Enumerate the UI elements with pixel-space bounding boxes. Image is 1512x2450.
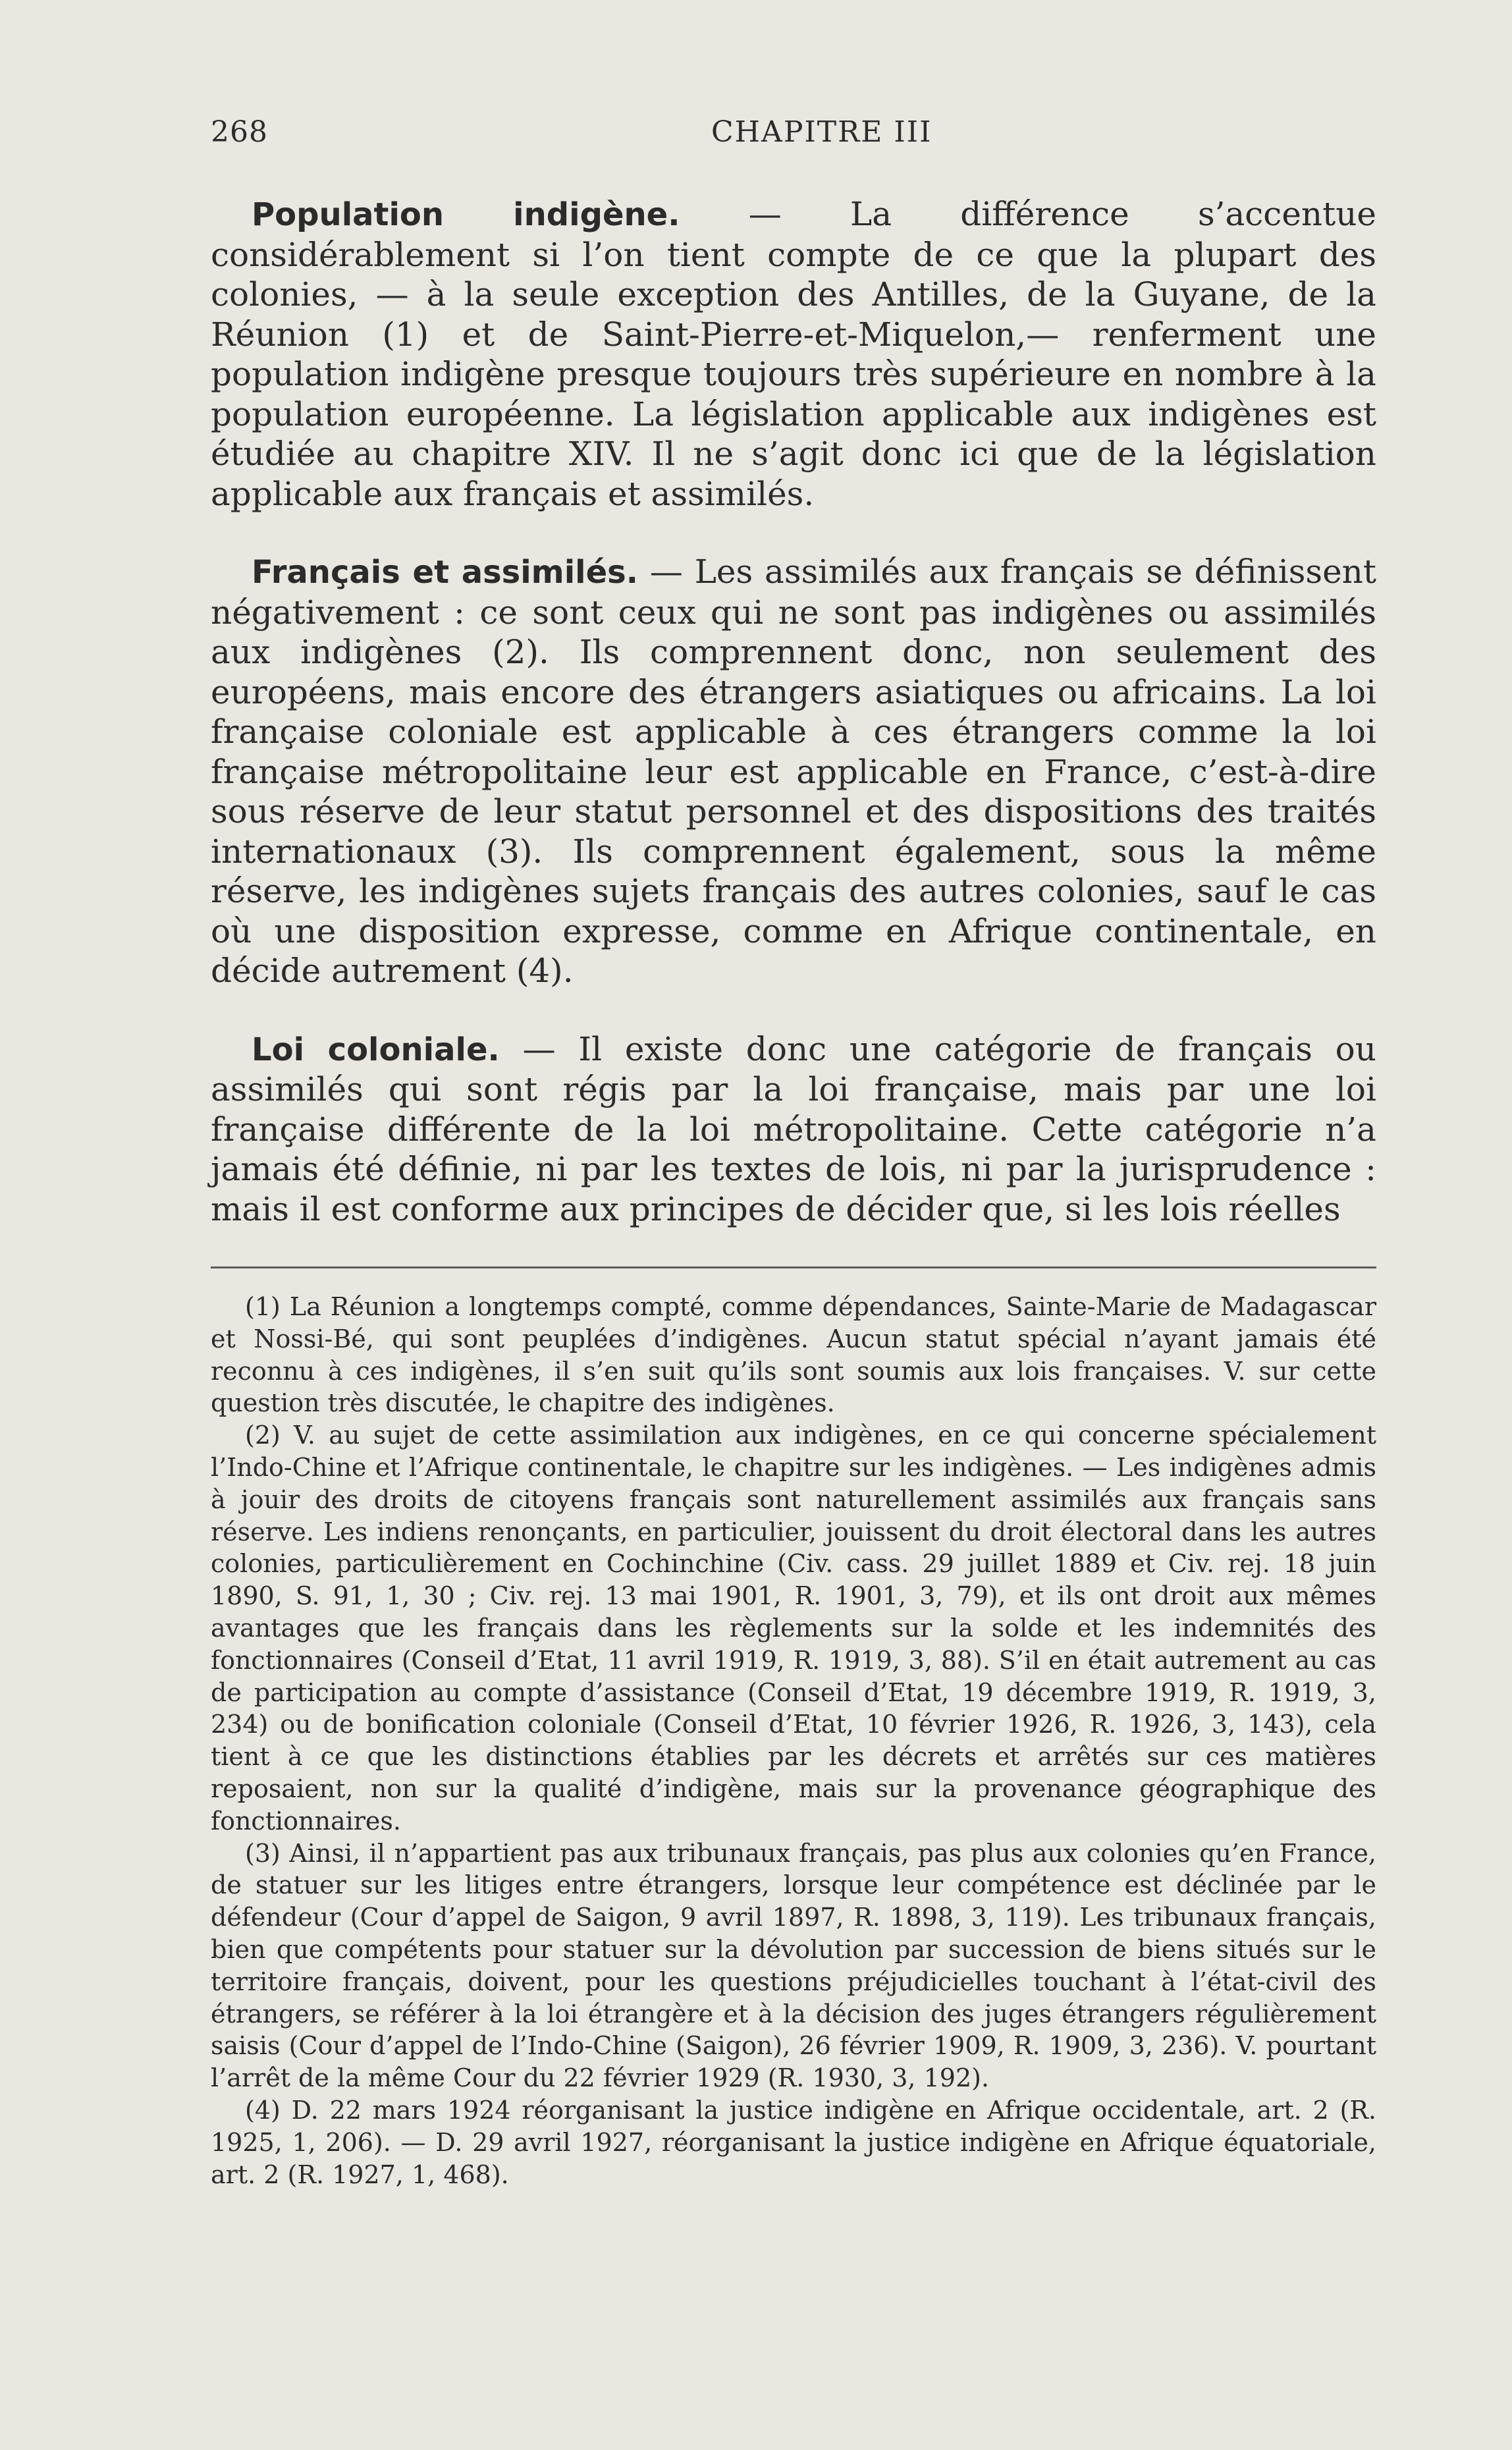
section-text: — La différence s’accentue considérablement si l’on tient compte de ce que la plupart des colonies, — à la seule exception des Antilles, de la Guyane, de la Réunion (1) et de Saint-Pierre-et-Miquelon,— renferment une population indigène presque toujours très supérieure en nombre à la population européenne. La législation applicable aux indigènes est étudiée au chapitre XIV. Il ne s’agit donc ici que de la législation applicable aux français et assimilés.	[211, 195, 1376, 513]
section-text: — Il existe donc une catégorie de français ou assimilés qui sont régis par la loi française, mais par une loi française différente de la loi métropolitaine. Cette catégorie n’a jamais été définie, ni par les textes de lois, ni par la jurisprudence : mais il est conforme aux principes de décider que, si les lois réelles	[211, 1029, 1376, 1228]
section-heading: Loi coloniale.	[252, 1031, 500, 1068]
footnote-2: (2) V. au sujet de cette assimilation aux indigènes, en ce qui concerne spécialement l’Indo-Chine et l’Afrique continentale, le chapitre sur les indigènes. — Les indigènes admis à jouir des droits de citoyens français sont naturellement assimilés aux français sans réserve. Les indiens renonçants, en particulier, jouissent du droit électoral dans les autres colonies, particulièrement en Cochinchine (Civ. cass. 29 juillet 1889 et Civ. rej. 18 juin 1890, S. 91, 1, 30 ; Civ. rej. 13 mai 1901, R. 1901, 3, 79), et ils ont droit aux mêmes avantages que les français dans les règlements sur la solde et les indemnités des fonctionnaires (Conseil d’Etat, 11 avril 1919, R. 1919, 3, 88). S’il en était autrement au cas de participation au compte d’assistance (Conseil d’Etat, 19 décembre 1919, R. 1919, 3, 234) ou de bonification coloniale (Conseil d’Etat, 10 février 1926, R. 1926, 3, 143), cela tient à ce que les distinctions établies par les décrets et arrêtés sur ces matières reposaient, non sur la qualité d’indigène, mais sur la provenance géographique des fonctionnaires.	[211, 1421, 1376, 1836]
section-francais-et-assimiles	[211, 552, 1376, 991]
footnote-4: (4) D. 22 mars 1924 réorganisant la justice indigène en Afrique occidentale, art. 2 (R. 1925, 1, 206). — D. 29 avril 1927, réorganisant la justice indigène en Afrique équatoriale, art. 2 (R. 1927, 1, 468).	[211, 2095, 1376, 2189]
section-loi-coloniale	[211, 1029, 1376, 1230]
footnote-1: (1) La Réunion a longtemps compté, comme dépendances, Sainte-Marie de Madagascar et Nossi-Bé, qui sont peuplées d’indigènes. Aucun statut spécial n’ayant jamais été reconnu à ces indigènes, il s’en suit qu’ils sont soumis aux lois françaises. V. sur cette question très discutée, le chapitre des indigènes.	[211, 1292, 1376, 1418]
section-population-indigene	[211, 194, 1376, 514]
footnotes	[211, 1291, 1376, 2191]
section-text: — Les assimilés aux français se définissent négativement : ce sont ceux qui ne sont pas indigènes ou assimilés aux indigènes (2). Ils comprennent donc, non seulement des européens, mais encore des étrangers asiatiques ou africains. La loi française coloniale est applicable à ces étrangers comme la loi française métropolitaine leur est applicable en France, c’est-à-dire sous réserve de leur statut personnel et des dispositions des traités internationaux (3). Ils comprennent également, sous la même réserve, les indigènes sujets français des autres colonies, sauf le cas où une disposition expresse, comme en Afrique continentale, en décide autrement (4).	[211, 553, 1376, 990]
section-heading: Population indigène.	[252, 196, 680, 233]
main-text	[211, 194, 1376, 1229]
running-title: CHAPITRE III	[711, 115, 932, 149]
page-header	[211, 115, 1376, 161]
footnote-separator	[211, 1266, 1376, 1268]
footnote-3: (3) Ainsi, il n’appartient pas aux tribunaux français, pas plus aux colonies qu’en France, de statuer sur les litiges entre étrangers, lorsque leur compétence est déclinée par le défendeur (Cour d’appel de Saigon, 9 avril 1897, R. 1898, 3, 119). Les tribunaux français, bien que compétents pour statuer sur la dévolution par succession de biens situés sur le territoire français, doivent, pour les questions préjudicielles touchant à l’état-civil des étrangers, se référer à la loi étrangère et à la décision des juges étrangers régulièrement saisis (Cour d’appel de l’Indo-Chine (Saigon), 26 février 1909, R. 1909, 3, 236). V. pourtant l’arrêt de la même Cour du 22 février 1929 (R. 1930, 3, 192).	[211, 1838, 1376, 2093]
page-number: 268	[211, 115, 268, 149]
section-heading: Français et assimilés.	[252, 554, 638, 591]
